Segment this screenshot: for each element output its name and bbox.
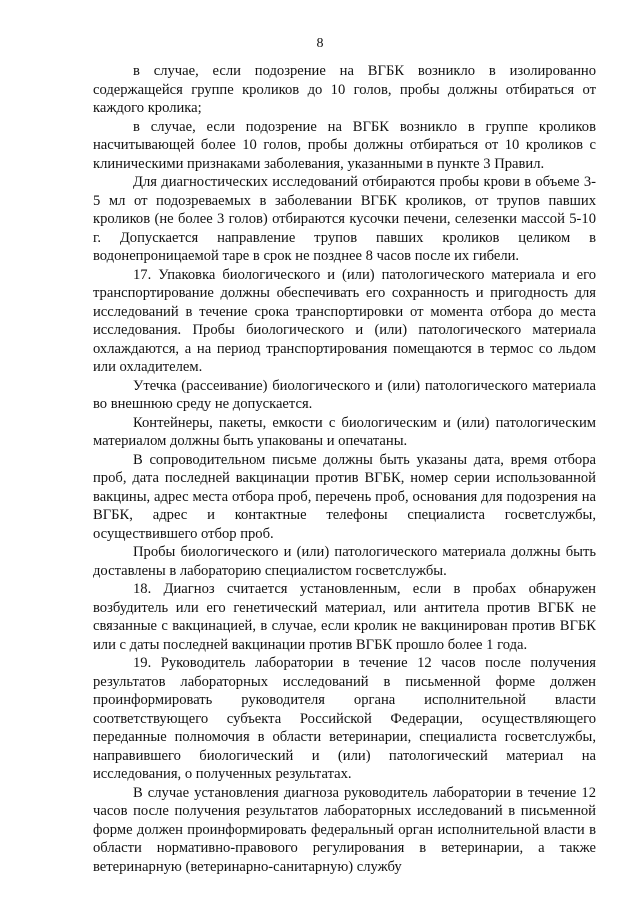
paragraph: 17. Упаковка биологического и (или) патологического материала и его транспортирование должны обеспечивать его сохранность и пригодность для исследований в течение срока транспортировки от момента отбора до места исследования. Пробы биологического и (или) патологического материала охлаждаются, а на период транспортирования помещаются в термос со льдом или охладителем. <box>93 266 596 375</box>
paragraph: Для диагностических исследований отбираются пробы крови в объеме 3-5 мл от подозреваемых в заболевании ВГБК кроликов, от трупов павших кроликов (не более 3 голов) отбираются кусочки печени, селезенки массой 5-10 г. Допускается направление трупов павших кроликов целиком в водонепроницаемой таре в срок не позднее 8 часов после их гибели. <box>93 174 596 264</box>
paragraph: 19. Руководитель лаборатории в течение 12 часов после получения результатов лабораторных исследований в письменной форме должен проинформировать руководителя органа исполнительной власти соответствующего субъекта Российской Федерации, осуществляющего переданные полномочия в области ветеринарии, специалиста госветслужбы, направившего биологический и (или) патологический материал на исследования, о полученных результатах. <box>93 655 596 782</box>
paragraph: Пробы биологического и (или) патологического материала должны быть доставлены в лабораторию специалистом госветслужбы. <box>93 544 596 579</box>
document-body <box>93 62 596 876</box>
paragraph: в случае, если подозрение на ВГБК возникло в группе кроликов насчитывающей более 10 голов, пробы должны отбираться от 10 кроликов с клиническими признаками заболевания, указанными в пункте 3 Правил. <box>93 118 596 172</box>
page-number: 8 <box>316 36 324 51</box>
paragraph: в случае, если подозрение на ВГБК возникло в изолированно содержащейся группе кроликов до 10 голов, пробы должны отбираться от каждого кролика; <box>93 63 596 116</box>
paragraph: Контейнеры, пакеты, емкости с биологическим и (или) патологическим материалом должны быть упакованы и опечатаны. <box>93 414 596 449</box>
paragraph: Утечка (рассеивание) биологического и (или) патологического материала во внешнюю среду не допускается. <box>93 377 596 412</box>
paragraph: В сопроводительном письме должны быть указаны дата, время отбора проб, дата последней вакцинации против ВГБК, номер серии использованной вакцины, адрес места отбора проб, перечень проб, основания для подозрения на ВГБК, адрес и контактные телефоны специалиста госветслужбы, осуществившего отбор проб. <box>93 451 596 542</box>
paragraph: 18. Диагноз считается установленным, если в пробах обнаружен возбудитель или его генетический материал, или антитела против ВГБК не связанные с вакцинацией, в случае, если кролик не вакцинирован против ВГБК или с даты последней вакцинации против ВГБК прошло более 1 года. <box>93 581 596 653</box>
paragraph: В случае установления диагноза руководитель лаборатории в течение 12 часов после получения результатов лабораторных исследований в письменной форме должен проинформировать федеральный орган исполнительной власти в области нормативно-правового регулирования в ветеринарии, а также ветеринарную (ветеринарно-санитарную) службу <box>93 784 596 875</box>
